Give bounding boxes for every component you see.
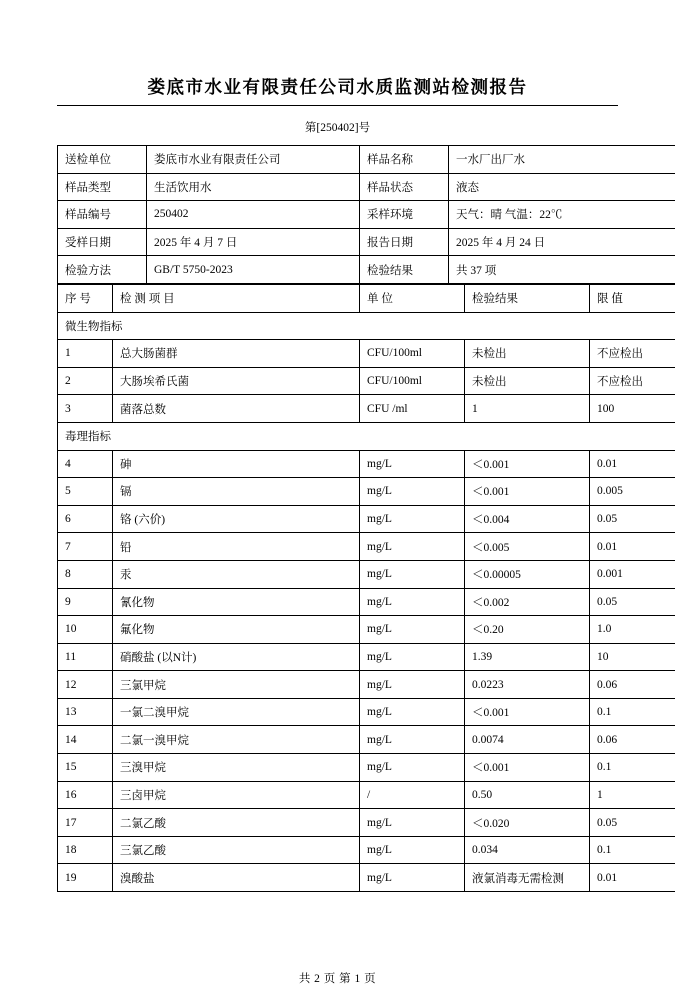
cell-unit: mg/L: [360, 478, 465, 506]
cell-item: 大肠埃希氏菌: [113, 367, 360, 395]
table-row: [58, 671, 675, 699]
info-label: 送检单位: [58, 146, 147, 174]
table-row: [58, 616, 675, 644]
cell-no: 3: [58, 395, 113, 423]
info-label: 样品名称: [360, 146, 449, 174]
table-row: [58, 478, 675, 506]
info-value: GB/T 5750-2023: [147, 256, 360, 284]
table-row: [58, 256, 675, 284]
cell-no: 2: [58, 367, 113, 395]
cell-no: 7: [58, 533, 113, 561]
cell-limit: 0.01: [590, 450, 675, 478]
cell-no: 13: [58, 698, 113, 726]
cell-unit: mg/L: [360, 671, 465, 699]
table-row: [58, 864, 675, 892]
cell-result: 0.0223: [465, 671, 590, 699]
cell-limit: 不应检出: [590, 340, 675, 368]
cell-unit: CFU/100ml: [360, 340, 465, 368]
info-label: 报告日期: [360, 228, 449, 256]
cell-unit: mg/L: [360, 809, 465, 837]
report-page: [0, 74, 675, 1000]
column-header-unit: 单 位: [360, 284, 465, 312]
cell-limit: 0.01: [590, 533, 675, 561]
cell-result: ＜0.020: [465, 809, 590, 837]
cell-result: ＜0.001: [465, 698, 590, 726]
cell-item: 三氯甲烷: [113, 671, 360, 699]
cell-result: ＜0.004: [465, 505, 590, 533]
cell-result: 1: [465, 395, 590, 423]
cell-no: 10: [58, 616, 113, 644]
cell-item: 砷: [113, 450, 360, 478]
table-row: [58, 505, 675, 533]
cell-limit: 100: [590, 395, 675, 423]
cell-no: 8: [58, 560, 113, 588]
cell-item: 镉: [113, 478, 360, 506]
cell-unit: mg/L: [360, 533, 465, 561]
cell-unit: mg/L: [360, 505, 465, 533]
cell-limit: 0.05: [590, 809, 675, 837]
table-row: [58, 340, 675, 368]
info-label: 采样环境: [360, 201, 449, 229]
info-value: 共 37 项: [449, 256, 675, 284]
cell-result: ＜0.001: [465, 478, 590, 506]
cell-result: ＜0.002: [465, 588, 590, 616]
cell-unit: mg/L: [360, 726, 465, 754]
cell-result: 未检出: [465, 340, 590, 368]
cell-item: 一氯二溴甲烷: [113, 698, 360, 726]
cell-result: ＜0.005: [465, 533, 590, 561]
cell-no: 6: [58, 505, 113, 533]
cell-unit: mg/L: [360, 643, 465, 671]
cell-item: 硝酸盐 (以N计): [113, 643, 360, 671]
table-row: [58, 201, 675, 229]
cell-item: 三卤甲烷: [113, 781, 360, 809]
cell-limit: 不应检出: [590, 367, 675, 395]
cell-unit: mg/L: [360, 450, 465, 478]
cell-item: 总大肠菌群: [113, 340, 360, 368]
info-label: 检验结果: [360, 256, 449, 284]
cell-result: 1.39: [465, 643, 590, 671]
cell-limit: 1: [590, 781, 675, 809]
table-row: [58, 698, 675, 726]
table-row: [58, 173, 675, 201]
cell-no: 15: [58, 754, 113, 782]
info-value: 液态: [449, 173, 675, 201]
cell-limit: 0.001: [590, 560, 675, 588]
cell-limit: 0.05: [590, 505, 675, 533]
table-row: [58, 809, 675, 837]
cell-no: 1: [58, 340, 113, 368]
cell-result: ＜0.001: [465, 450, 590, 478]
column-header-limit: 限 值: [590, 284, 675, 312]
cell-no: 14: [58, 726, 113, 754]
info-label: 样品状态: [360, 173, 449, 201]
cell-item: 溴酸盐: [113, 864, 360, 892]
table-row: [58, 146, 675, 174]
info-label: 样品编号: [58, 201, 147, 229]
info-value: 2025 年 4 月 24 日: [449, 228, 675, 256]
section-row: [58, 312, 675, 340]
cell-unit: mg/L: [360, 560, 465, 588]
cell-limit: 0.06: [590, 671, 675, 699]
cell-unit: mg/L: [360, 754, 465, 782]
cell-result: 未检出: [465, 367, 590, 395]
cell-no: 12: [58, 671, 113, 699]
table-row: [58, 395, 675, 423]
column-header-result: 检验结果: [465, 284, 590, 312]
cell-limit: 0.1: [590, 836, 675, 864]
cell-limit: 0.05: [590, 588, 675, 616]
info-label: 样品类型: [58, 173, 147, 201]
cell-item: 二氯一溴甲烷: [113, 726, 360, 754]
cell-item: 氰化物: [113, 588, 360, 616]
cell-no: 4: [58, 450, 113, 478]
info-table: [57, 145, 675, 284]
cell-result: ＜0.001: [465, 754, 590, 782]
section-row: [58, 422, 675, 450]
cell-unit: mg/L: [360, 836, 465, 864]
table-row: [58, 367, 675, 395]
cell-result: 0.034: [465, 836, 590, 864]
cell-unit: CFU /ml: [360, 395, 465, 423]
cell-unit: CFU/100ml: [360, 367, 465, 395]
info-table-body: [58, 146, 675, 284]
cell-no: 5: [58, 478, 113, 506]
info-value: 250402: [147, 201, 360, 229]
cell-limit: 10: [590, 643, 675, 671]
report-number: 第[250402]号: [57, 119, 618, 135]
info-label: 检验方法: [58, 256, 147, 284]
section-label: 微生物指标: [58, 312, 675, 340]
cell-limit: 0.01: [590, 864, 675, 892]
table-row: [58, 560, 675, 588]
cell-item: 氟化物: [113, 616, 360, 644]
section-label: 毒理指标: [58, 422, 675, 450]
cell-unit: mg/L: [360, 864, 465, 892]
table-row: [58, 781, 675, 809]
info-value: 一水厂出厂水: [449, 146, 675, 174]
table-row: [58, 726, 675, 754]
column-header-no: 序 号: [58, 284, 113, 312]
table-row: [58, 588, 675, 616]
cell-unit: mg/L: [360, 698, 465, 726]
cell-result: 液氯消毒无需检测: [465, 864, 590, 892]
table-row: [58, 836, 675, 864]
info-value: 天气：晴 气温：22℃: [449, 201, 675, 229]
table-row: [58, 533, 675, 561]
cell-item: 三溴甲烷: [113, 754, 360, 782]
cell-no: 16: [58, 781, 113, 809]
cell-no: 19: [58, 864, 113, 892]
cell-no: 17: [58, 809, 113, 837]
cell-result: 0.50: [465, 781, 590, 809]
table-row: [58, 450, 675, 478]
cell-item: 铅: [113, 533, 360, 561]
cell-no: 11: [58, 643, 113, 671]
cell-item: 汞: [113, 560, 360, 588]
cell-limit: 0.06: [590, 726, 675, 754]
table-row: [58, 643, 675, 671]
info-value: 生活饮用水: [147, 173, 360, 201]
cell-limit: 1.0: [590, 616, 675, 644]
cell-unit: mg/L: [360, 588, 465, 616]
cell-item: 二氯乙酸: [113, 809, 360, 837]
table-row: [58, 228, 675, 256]
cell-limit: 0.005: [590, 478, 675, 506]
column-header-item: 检 测 项 目: [113, 284, 360, 312]
info-value: 娄底市水业有限责任公司: [147, 146, 360, 174]
cell-result: ＜0.00005: [465, 560, 590, 588]
cell-unit: mg/L: [360, 616, 465, 644]
cell-item: 菌落总数: [113, 395, 360, 423]
results-table-body: [58, 284, 675, 891]
page-title: 娄底市水业有限责任公司水质监测站检测报告: [57, 74, 618, 106]
results-table: [57, 284, 675, 892]
cell-item: 三氯乙酸: [113, 836, 360, 864]
cell-unit: /: [360, 781, 465, 809]
table-header-row: [58, 284, 675, 312]
cell-limit: 0.1: [590, 754, 675, 782]
info-value: 2025 年 4 月 7 日: [147, 228, 360, 256]
info-label: 受样日期: [58, 228, 147, 256]
cell-result: 0.0074: [465, 726, 590, 754]
page-footer: 共 2 页 第 1 页: [0, 970, 675, 986]
table-row: [58, 754, 675, 782]
cell-limit: 0.1: [590, 698, 675, 726]
cell-no: 18: [58, 836, 113, 864]
cell-item: 铬 (六价): [113, 505, 360, 533]
cell-result: ＜0.20: [465, 616, 590, 644]
cell-no: 9: [58, 588, 113, 616]
